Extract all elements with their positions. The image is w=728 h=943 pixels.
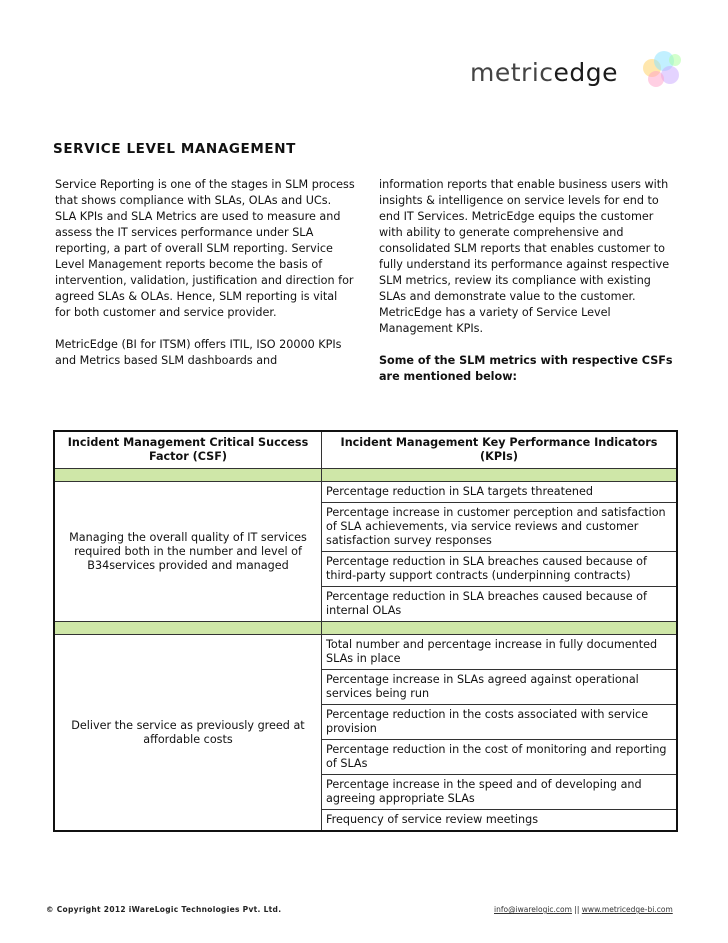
kpi-cell: Percentage increase in the speed and of developing and agreeing appropriate SLAs [322, 775, 678, 810]
continued-paragraph: information reports that enable business users with insights & intelligence on service levels for end to end IT Services. MetricEdge equips the customer with ability to generate comprehensive and consolidated SLM reports that enables customer to fully understand its performance against respective SLM metrics, review its compliance with existing SLAs and demonstrate value to the customer. MetricEdge has a variety of Service Level Management KPIs. [379, 178, 670, 335]
kpi-cell: Percentage reduction in SLA breaches caused because of internal OLAs [322, 587, 678, 622]
metricedge-logo [470, 58, 690, 100]
csf-kpi-table [53, 430, 678, 832]
right-text-column [379, 177, 679, 401]
page-title: SERVICE LEVEL MANAGEMENT [53, 141, 296, 157]
footer-copyright: © Copyright 2012 iWareLogic Technologies Pvt. Ltd. [46, 905, 282, 914]
table-header-row [54, 431, 677, 469]
section-band [54, 622, 677, 635]
csf-cell: Deliver the service as previously greed at affordable costs [54, 635, 322, 832]
website-link[interactable]: www.metricedge-bi.com [581, 905, 673, 914]
metrics-note: Some of the SLM metrics with respective CSFs are mentioned below: [379, 354, 673, 383]
kpi-cell: Percentage reduction in SLA targets threatened [322, 482, 678, 503]
csf-cell: Managing the overall quality of IT services required both in the number and level of B34services provided and managed [54, 482, 322, 622]
kpi-cell: Percentage increase in SLAs agreed against operational services being run [322, 670, 678, 705]
email-link[interactable]: info@iwarelogic.com [494, 905, 572, 914]
intro-paragraph: Service Reporting is one of the stages in SLM process that shows compliance with SLAs, OLAs and UCs. SLA KPIs and SLA Metrics are used to measure and assess the IT services performance under SLA reporting, a part of overall SLM reporting. Service Level Management reports become the basis of intervention, validation, justification and direction for agreed SLAs & OLAs. Hence, SLM reporting is vital for both customer and service provider. [55, 178, 355, 319]
footer-links [494, 905, 673, 914]
kpi-cell: Percentage reduction in the costs associated with service provision [322, 705, 678, 740]
kpi-column-header: Incident Management Key Performance Indicators (KPIs) [322, 431, 678, 469]
footer-separator: || [571, 905, 582, 914]
metricedge-paragraph: MetricEdge (BI for ITSM) offers ITIL, ISO 20000 KPIs and Metrics based SLM dashboards and [55, 338, 342, 367]
logo-dots-icon [630, 46, 690, 96]
left-text-column [55, 177, 355, 385]
kpi-cell: Frequency of service review meetings [322, 810, 678, 832]
kpi-cell: Total number and percentage increase in fully documented SLAs in place [322, 635, 678, 670]
csf-column-header: Incident Management Critical Success Factor (CSF) [54, 431, 322, 469]
logo-wordmark: metricedge [470, 58, 619, 87]
table-row [54, 482, 677, 503]
section-band [54, 469, 677, 482]
kpi-cell: Percentage reduction in SLA breaches caused because of third-party support contracts (underpinning contracts) [322, 552, 678, 587]
kpi-cell: Percentage increase in customer perception and satisfaction of SLA achievements, via service reviews and customer satisfaction survey responses [322, 503, 678, 552]
table-row [54, 635, 677, 670]
kpi-cell: Percentage reduction in the cost of monitoring and reporting of SLAs [322, 740, 678, 775]
